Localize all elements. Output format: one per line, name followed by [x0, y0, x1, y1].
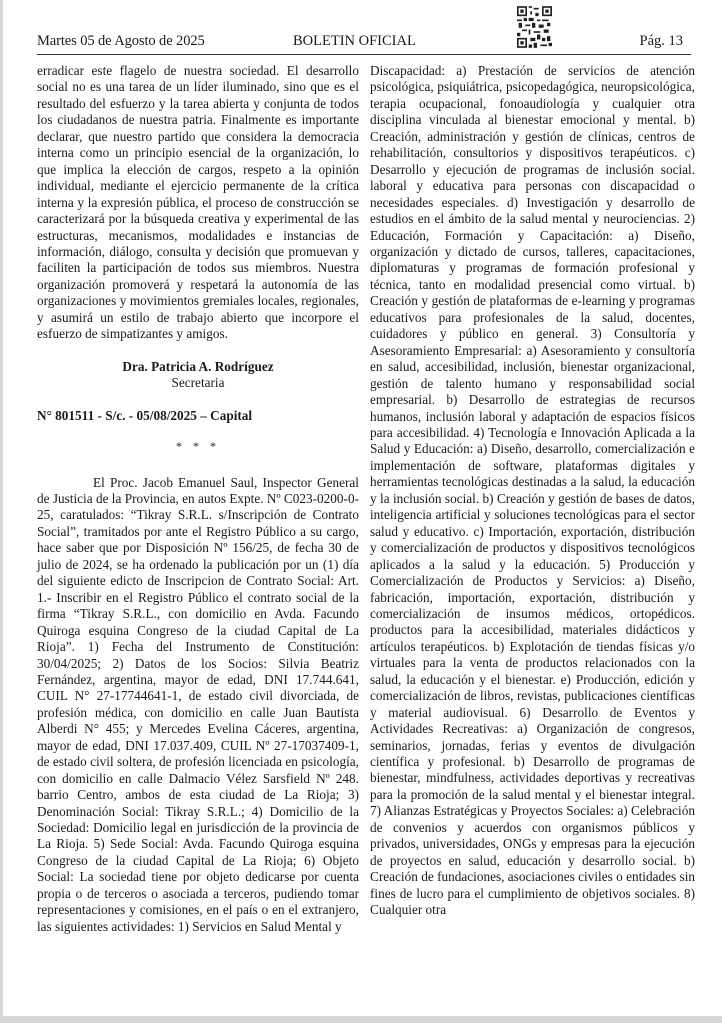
signature-name: Dra. Patricia A. Rodríguez	[122, 358, 274, 374]
publication-title: BOLETIN OFICIAL	[293, 33, 416, 49]
page-number: Pág. 13	[639, 33, 683, 49]
signature-block	[37, 359, 359, 392]
right-column	[370, 63, 695, 919]
page-header	[37, 0, 691, 55]
signature-role: Secretaria	[171, 375, 225, 391]
qr-code-icon	[517, 6, 552, 48]
corporate-purpose-paragraph: Discapacidad: a) Prestación de servicios de atención psicológica, psiquiátrica, psicopedagógica, neuropsicológica, terapia ocupacional, fonoaudiología y cualquier otra disciplina vinculada al bienestar emocional y mental. b) Creación, administración y gestión de clínicas, centros de rehabilitación, consultorios y dispositivos terapéuticos. c) Desarrollo y ejecución de programas de inclusión social. laboral y educativa para personas con discapacidad o necesidades especiales. d) Investigación y desarrollo de estudios en el ámbito de la salud mental y neurociencias. 2) Educación, Formación y Capacitación: a) Diseño, organización y dictado de cursos, talleres, capacitaciones, diplomaturas y programas de formación profesional y técnica, tanto en modalidad presencial como virtual. b) Creación y gestión de plataformas de e-learning y programas educativos para profesionales de la salud, docentes, cuidadores y público en general. 3) Consultoría y Asesoramiento Empresarial: a) Asesoramiento y consultoría en salud, accesibilidad, inclusión, bienestar organizacional, gestión de talento humano y responsabilidad social empresarial. b) Desarrollo de estrategias de recursos humanos, inclusión laboral y adaptación de espacios físicos para accesibilidad. 4) Tecnología e Innovación Aplicada a la Salud y Educación: a) Diseño, desarrollo, comercialización e implementación de software, plataformas digitales y herramientas tecnológicas destinadas a la salud, la educación y la inclusión social. b) Creación y gestión de bases de datos, inteligencia artificial y soluciones tecnológicas para el sector salud y educativo. c) Importación, exportación, distribución y comercialización de productos y dispositivos tecnológicos aplicados a la salud y la educación. 5) Producción y Comercialización de Productos y Servicios: a) Diseño, fabricación, importación, exportación, distribución y comercialización de insumos médicos, ortopédicos. productos para la accesibilidad, materiales didácticos y artículos terapéuticos. b) Explotación de tiendas físicas y/o virtuales para la venta de productos relacionados con la salud, la educación y el bienestar. e) Producción, edición y comercialización de libros, revistas, publicaciones científicas y material audiovisual. 6) Desarrollo de Eventos y Actividades Recreativas: a) Organización de congresos, seminarios, jornadas, ferias y eventos de divulgación científica y profesional. b) Desarrollo de programas de bienestar, mindfulness, actividades deportivas y recreativas para la promoción de la salud mental y el bienestar integral. 7) Alianzas Estratégicas y Proyectos Sociales: a) Celebración de convenios y acuerdos con organismos públicos y privados, universidades, ONGs y empresas para la ejecución de proyectos en salud, educación y desarrollo social. b) Creación de fundaciones, asociaciones civiles o entidades sin fines de lucro para el cumplimiento de objetivos sociales. 8) Cualquier otra	[370, 63, 695, 918]
edict-paragraph: El Proc. Jacob Emanuel Saul, Inspector General de Justicia de la Provincia, en autos Expte. Nº C023-0200-0-25, caratulados: “Tikray S.R.L. s/Inscripción de Contrato Social”, tramitados por ante el Registro Público a su cargo, hace saber que por Disposición Nº 156/25, de fecha 30 de julio de 2024, se ha ordenado la publicación por un (1) día del siguiente edicto de Inscripcion de Contrato Social: Art. 1.- Inscribir en el Registro Público el contrato social de la firma “Tikray S.R.L., con domicilio en Avda. Facundo Quiroga esquina Congreso de la ciudad Capital de La Rioja”. 1) Fecha del Instrumento de Constitución: 30/04/2025; 2) Datos de los Socios: Silvia Beatriz Fernández, argentina, mayor de edad, DNI 17.744.641, CUIL N° 27-17744641-1, de estado civil divorciada, de profesión médica, con domicilio en calle Juan Bautista Alberdi N° 455; y Mercedes Evelina Cáceres, argentina, mayor de edad, DNI 17.037.409, CUIL Nº 27-17037409-1, de estado civil soltera, de profesión licenciada en psicología, con domicilio en calle Dalmacio Vélez Sarsfield Nº 248. barrio Centro, ambos de esta ciudad de La Rioja; 3) Denominación Social: Tikray S.R.L.; 4) Domicilio de la Sociedad: Domicilio legal en jurisdicción de la provincia de La Rioja. 5) Sede Social: Avda. Facundo Quiroga esquina Congreso de la ciudad Capital de La Rioja; 6) Objeto Social: La sociedad tiene por objeto dedicarse por cuenta propia o de terceros o asociada a terceros, pudiendo tomar representaciones y comisiones, en el país o en el extranjero, las siguientes actividades: 1) Servicios en Salud Mental y	[37, 474, 359, 934]
document-page	[3, 0, 722, 1016]
publication-reference: N° 801511 - S/c. - 05/08/2025 – Capital	[37, 407, 253, 423]
left-column	[37, 63, 359, 935]
continuation-paragraph: erradicar este flagelo de nuestra sociedad. El desarrollo social no es una tarea de un líder iluminado, sino que es el resultado del esfuerzo y la tarea abierta y conjunta de todos los ciudadanos de nuestra patria. Finalmente es importante declarar, que nuestro partido que considera la democracia interna como un principio esencial de la organización, lo que implica la elección de cargos, respeto a la opinión individual, mediante el ejercicio permanente de la crítica interna y la expresión pública, el proceso de construcción se caracterizará por la búsqueda creativa y experimental de las estructuras, mecanismos, modalidades e instancias de información, diálogo, consulta y decisión que promuevan y faciliten la participación de todos sus miembros. Nuestra organización promoverá y respetará la autonomía de las organizaciones y movimientos gremiales locales, regionales, y asumirá un estilo de trabajo abierto que incorpore el esfuerzo de simpatizantes y amigos.	[37, 63, 359, 342]
header-date: Martes 05 de Agosto de 2025	[37, 33, 205, 49]
section-separator: * * *	[176, 439, 220, 454]
